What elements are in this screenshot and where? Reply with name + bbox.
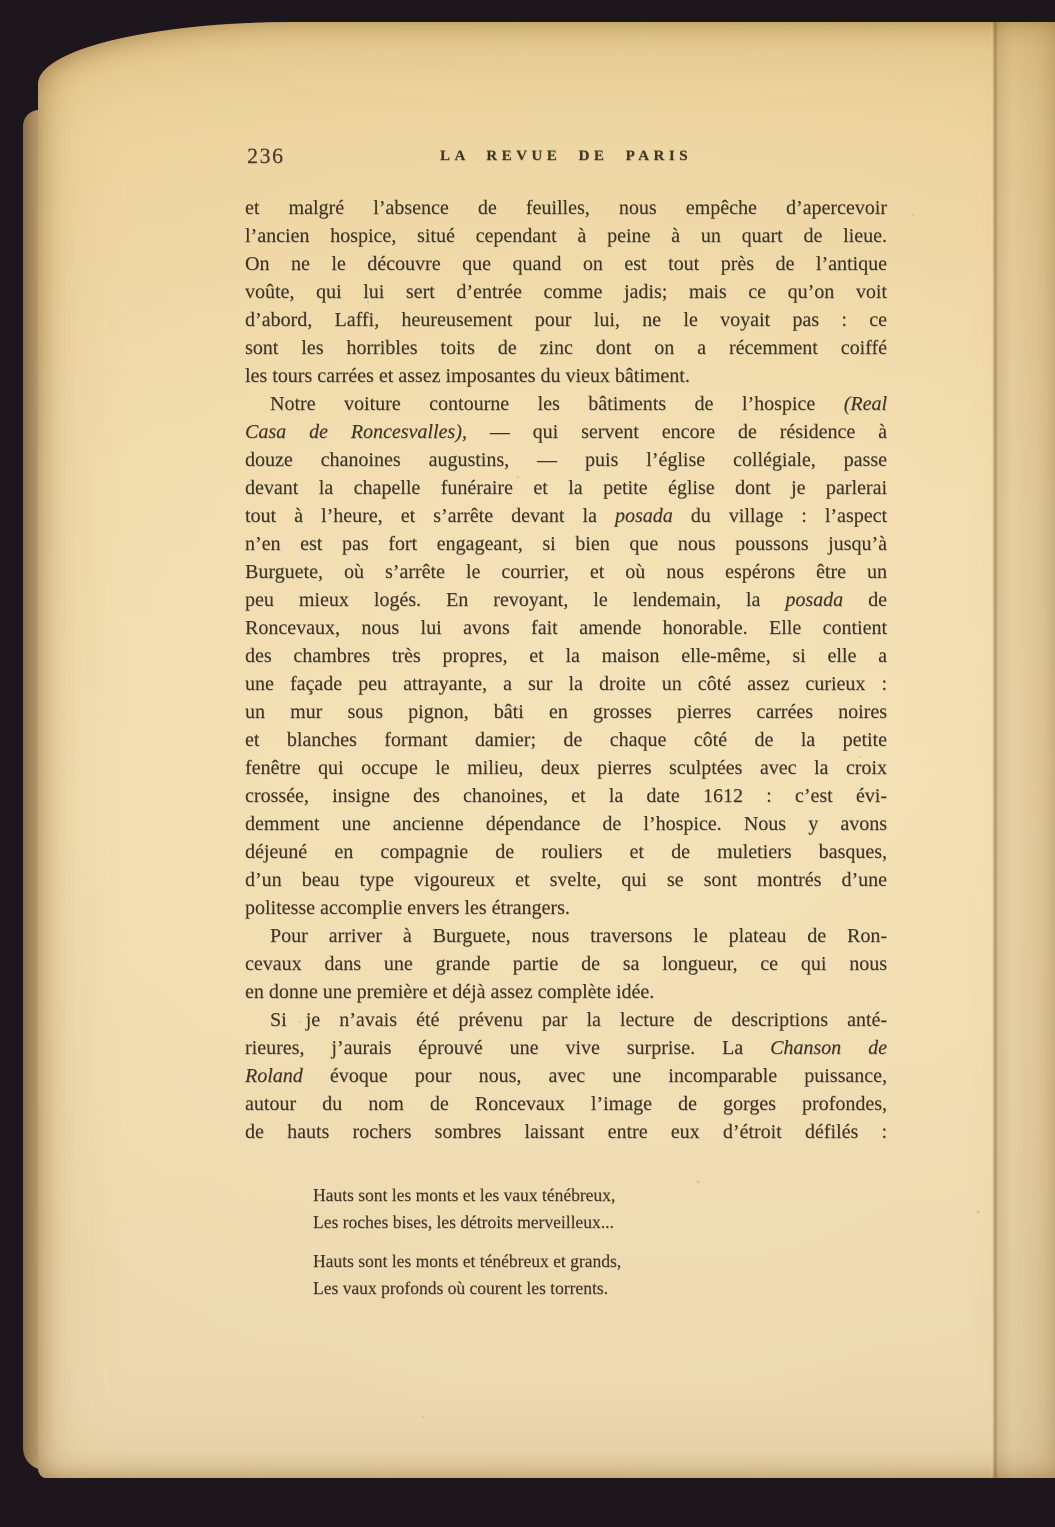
text-line: douze chanoines augustins, — puis l’église collégiale, passe: [245, 449, 887, 471]
text-line: politesse accomplie envers les étrangers.: [245, 897, 570, 919]
page-fold-crease-line: [991, 22, 1055, 1478]
text-line: d’abord, Laffi, heureusement pour lui, ne le voyait pas : ce: [245, 309, 887, 331]
text-line: les tours carrées et assez imposantes du vieux bâtiment.: [245, 365, 690, 387]
verse-line: Les roches bises, les détroits merveilleux...: [313, 1212, 614, 1232]
text-line: déjeuné en compagnie de rouliers et de muletiers basques,: [245, 841, 887, 863]
text-line: Si je n’avais été prévenu par la lecture de descriptions anté-: [270, 1009, 887, 1031]
page-number: 236: [247, 143, 285, 168]
text-line: des chambres très propres, et la maison elle-même, si elle a: [245, 645, 887, 667]
text-column: [245, 194, 887, 1302]
text-line: crossée, insigne des chanoines, et la date 1612 : c’est évi-: [245, 785, 887, 807]
verse-line: Les vaux profonds où courent les torrents.: [313, 1278, 608, 1298]
text-line: demment une ancienne dépendance de l’hospice. Nous y avons: [245, 813, 887, 835]
paragraph: [245, 390, 887, 922]
verse-line: Hauts sont les monts et les vaux ténébreux,: [313, 1185, 616, 1205]
text-line: d’un beau type vigoureux et svelte, qui se sont montrés d’une: [245, 869, 887, 891]
text-line: et blanches formant damier; de chaque côté de la petite: [245, 729, 887, 751]
text-line: autour du nom de Roncevaux l’image de gorges profondes,: [245, 1093, 887, 1115]
text-line: voûte, qui lui sert d’entrée comme jadis; mais ce qu’on voit: [245, 281, 887, 303]
text-line: Casa de Roncesvalles), — qui servent encore de résidence à: [245, 421, 887, 443]
paragraph: [245, 922, 887, 1006]
text-line: Burguete, où s’arrête le courrier, et où nous espérons être un: [245, 561, 887, 583]
text-line: en donne une première et déjà assez complète idée.: [245, 981, 655, 1003]
text-line: un mur sous pignon, bâti en grosses pierres carrées noires: [245, 701, 887, 723]
text-line: devant la chapelle funéraire et la petite église dont je parlerai: [245, 477, 887, 499]
running-title: LA REVUE DE PARIS: [440, 148, 692, 164]
verse-stanza: [313, 1248, 887, 1302]
text-line: On ne le découvre que quand on est tout près de l’antique: [245, 253, 887, 275]
text-line: une façade peu attrayante, a sur la droite un côté assez curieux :: [245, 673, 887, 695]
text-line: l’ancien hospice, situé cependant à peine à un quart de lieue.: [245, 225, 887, 247]
text-line: n’en est pas fort engageant, si bien que nous poussons jusqu’à: [245, 533, 887, 555]
book-page: [38, 22, 1055, 1478]
text-line: sont les horribles toits de zinc dont on a récemment coiffé: [245, 337, 887, 359]
text-line: fenêtre qui occupe le milieu, deux pierres sculptées avec la croix: [245, 757, 887, 779]
text-line: cevaux dans une grande partie de sa longueur, ce qui nous: [245, 953, 887, 975]
text-line: Pour arriver à Burguete, nous traversons le plateau de Ron-: [270, 925, 887, 947]
verse-stanza: [313, 1182, 887, 1236]
text-line: rieures, j’aurais éprouvé une vive surprise. La Chanson de: [245, 1037, 887, 1059]
paragraph: [245, 1006, 887, 1146]
text-line: peu mieux logés. En revoyant, le lendemain, la posada de: [245, 589, 887, 611]
verse-line: Hauts sont les monts et ténébreux et grands,: [313, 1251, 622, 1271]
text-line: Notre voiture contourne les bâtiments de l’hospice (Real: [270, 393, 887, 415]
paragraph: [245, 194, 887, 390]
text-line: tout à l’heure, et s’arrête devant la posada du village : l’aspect: [245, 505, 888, 527]
text-line: de hauts rochers sombres laissant entre eux d’étroit défilés :: [245, 1121, 887, 1143]
page-header: [245, 143, 887, 175]
text-line: Roland évoque pour nous, avec une incomparable puissance,: [245, 1065, 887, 1087]
text-line: Roncevaux, nous lui avons fait amende honorable. Elle contient: [245, 617, 887, 639]
text-line: et malgré l’absence de feuilles, nous empêche d’apercevoir: [245, 197, 887, 219]
